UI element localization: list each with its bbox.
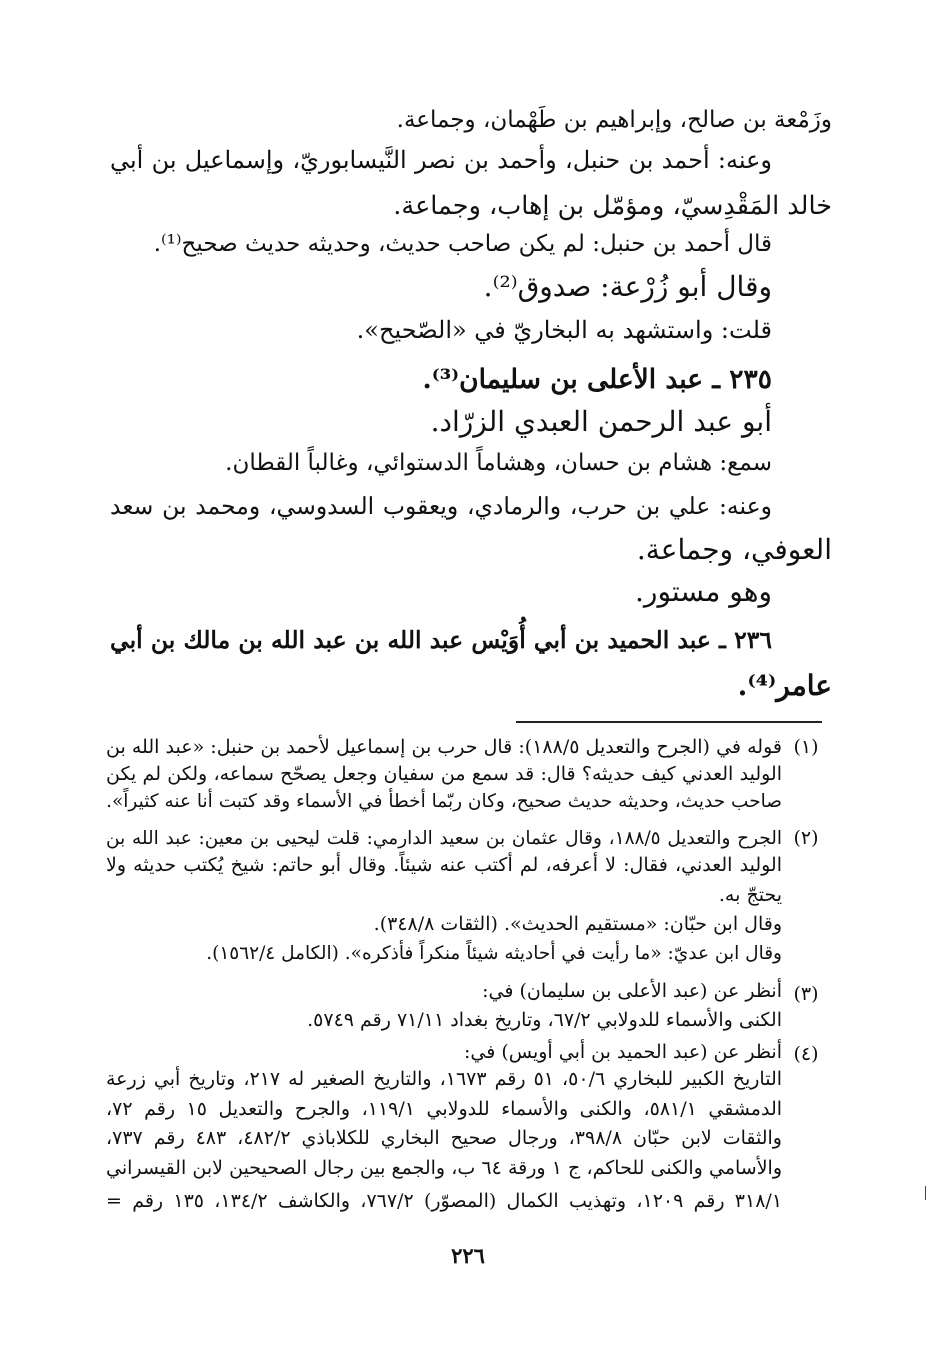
- text-line: خالد المَقْدِسيّ، ومؤمّل بن إهاب، وجماعة.: [393, 191, 832, 221]
- text-line: العوفي، وجماعة.: [636, 533, 832, 566]
- footnote-line: والثقات لابن حبّان ٣٩٨/٨، ورجال صحيح البخاري للكلاباذي ٤٨٢/٢، ٤٨٣ رقم ٧٣٧،: [106, 1127, 782, 1149]
- entry-heading-236: ٢٣٦ ـ عبد الحميد بن أبي أُوَيْس عبد الله بن عبد الله بن مالك بن أبي: [110, 626, 772, 654]
- footnote-line: وقال ابن حبّان: «مستقيم الحديث». (الثقات ٣٤٨/٨).: [373, 913, 782, 935]
- footnote-line: صاحب حديث، وحديثه حديث صحيح، وكان ربّما أخطأ في الأسماء وقد كتبت أنا عنه كثيراً».: [106, 791, 782, 812]
- text-line: أبو عبد الرحمن العبدي الزرّاد.: [430, 405, 772, 438]
- footnote-line: الدمشقي ٥٨١/١، والكنى والأسماء للدولابي ١١٩/١، والجرح والتعديل ١٥ رقم ٧٢،: [106, 1098, 783, 1120]
- footnote-number: (٢): [793, 827, 819, 849]
- text-line: وهو مستور.: [635, 575, 772, 608]
- text-line: سمع: هشام بن حسان، وهشاماً الدستوائي، وغالباً القطان.: [225, 450, 772, 476]
- text-line: وعنه: علي بن حرب، والرمادي، ويعقوب السدوسي، ومحمد بن سعد: [110, 492, 772, 520]
- footnote-line: أنظر عن (عبد الحميد بن أبي أويس) في:: [463, 1041, 782, 1063]
- footnote-number: (١): [793, 736, 819, 758]
- footnote-separator: [516, 721, 822, 723]
- footnote-line: الجرح والتعديل ١٨٨/٥، وقال عثمان بن سعيد الدارمي: قلت ليحيى بن معين: عبد الله بن: [106, 828, 783, 849]
- text-line: وقال أبو زُرْعة: صدوق⁽²⁾.: [483, 270, 772, 303]
- footnote-line: الكنى والأسماء للدولابي ٦٧/٢، وتاريخ بغداد ٧١/١١ رقم ٥٧٤٩.: [307, 1009, 782, 1031]
- footnote-line: الوليد العدني كيف حديثه؟ قال: قد سمع من سفيان وجعل يصحّح سماعه، ولكن لم يكن: [106, 763, 782, 785]
- entry-heading-236-cont: عامر⁽⁴⁾.: [737, 669, 832, 702]
- footnote-line: الوليد العدني، فقال: لا أعرفه، لم أكتب عنه شيئاً. وقال أبو حاتم: شيخ يُكتب حديثه ولا: [106, 854, 782, 876]
- footnote-line: والأسامي والكنى للحاكم، ج ١ ورقة ٦٤ ب، والجمع بين رجال الصحيحين لابن القيسراني: [106, 1157, 782, 1179]
- text-line: وزَمْعة بن صالح، وإبراهيم بن طَهْمان، وجماعة.: [396, 107, 832, 133]
- page-number: ٢٢٦: [451, 1243, 485, 1268]
- text-line: وعنه: أحمد بن حنبل، وأحمد بن نصر النَّيسابوريّ، وإسماعيل بن أبي: [110, 146, 772, 174]
- text-line: قال أحمد بن حنبل: لم يكن صاحب حديث، وحديثه حديث صحيح⁽¹⁾.: [153, 231, 772, 257]
- footnote-line: أنظر عن (عبد الأعلى بن سليمان) في:: [482, 980, 782, 1002]
- footnote-line: وقال ابن عديّ: «ما رأيت في أحاديثه شيئاً منكراً فأذكره». (الكامل ١٥٦٢/٤).: [206, 943, 782, 964]
- scan-mark: [925, 1186, 931, 1200]
- text-line: قلت: واستشهد به البخاريّ في «الصّحيح».: [356, 316, 772, 344]
- entry-heading-235: ٢٣٥ ـ عبد الأعلى بن سليمان⁽³⁾.: [422, 364, 772, 395]
- footnote-number: (٣): [793, 983, 819, 1005]
- footnote-line: ٣١٨/١ رقم ١٢٠٩، وتهذيب الكمال (المصوّر) ٧٦٧/٢، والكاشف ١٣٤/٢، ١٣٥ رقم =: [106, 1190, 783, 1212]
- footnote-line: يحتجّ به.: [718, 884, 782, 906]
- footnote-number: (٤): [793, 1043, 819, 1065]
- footnote-line: قوله في (الجرح والتعديل ١٨٨/٥): قال حرب بن إسماعيل لأحمد بن حنبل: «عبد الله بن: [106, 736, 782, 758]
- footnote-line: التاريخ الكبير للبخاري ٥٠/٦، ٥١ رقم ١٦٧٣، والتاريخ الصغير له ٢١٧، وتاريخ أبي زرعة: [106, 1068, 783, 1090]
